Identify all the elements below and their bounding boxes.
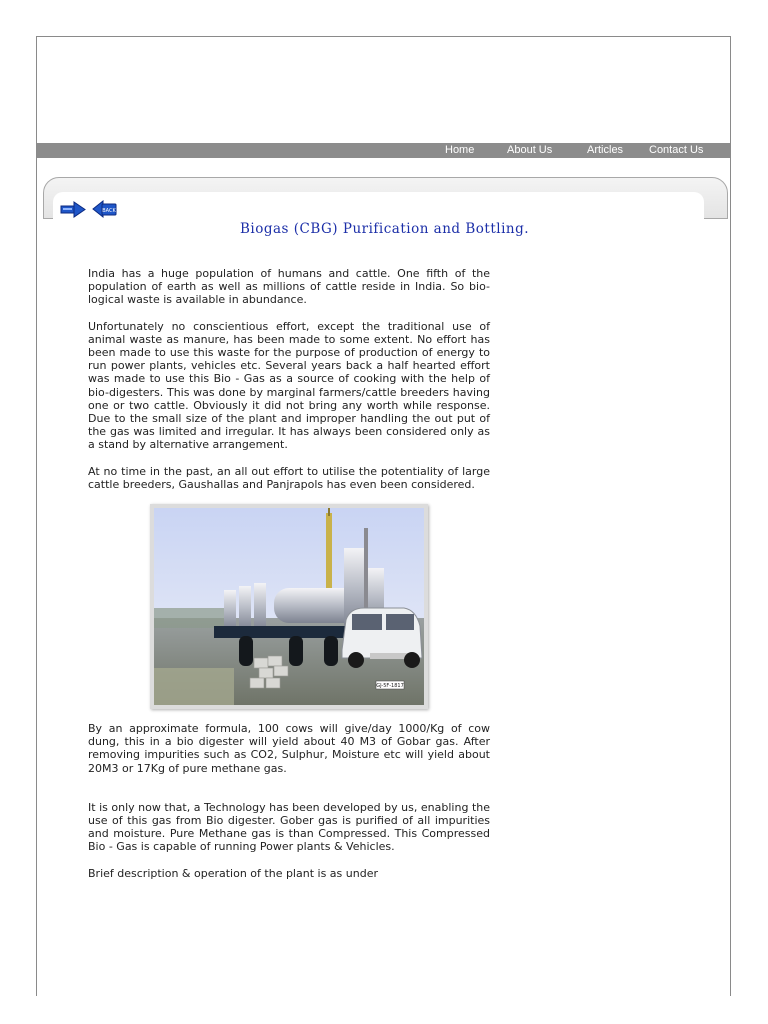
nav-contact-link[interactable]: Contact Us (649, 144, 704, 156)
paragraph: India has a huge population of humans and cattle. One fifth of the population of earth as well as millions of cattle reside in India. So bio-logical waste is available in abundance. (88, 267, 490, 307)
paragraph: By an approximate formula, 100 cows will give/day 1000/Kg of cow dung, this in a bio digester will yield about 40 M3 of Gobar gas. After removing impurities such as CO2, Sulphur, Moisture etc will yield about 20M3 or 17Kg of pure methane gas. (88, 722, 490, 775)
paragraph: It is only now that, a Technology has been developed by us, enabling the use of this gas from Bio digester. Gober gas is purified of all impurities and moisture. Pure Methane gas is than Compressed. This Compressed Bio - Gas is capable of running Power plants & Vehicles. (88, 800, 490, 854)
biogas-plant-photo (150, 504, 428, 709)
paragraph: At no time in the past, an all out effort to utilise the potentiality of large cattle breeders, Gaushallas and Panjrapols has even been considered. (88, 464, 490, 491)
forward-arrow-icon[interactable] (59, 199, 87, 219)
nav-home-link[interactable]: Home (445, 144, 475, 156)
page-title: Biogas (CBG) Purification and Bottling. (239, 221, 530, 237)
content-header-inner (53, 192, 704, 222)
nav-about-link[interactable]: About Us (507, 144, 553, 156)
nav-articles-link[interactable]: Articles (587, 144, 624, 156)
back-arrow-icon[interactable] (92, 199, 118, 219)
page-frame (36, 36, 731, 996)
biogas-plant-image (154, 508, 424, 705)
number-plate: GJ-5F-1817 (376, 683, 404, 690)
top-nav-bar (37, 143, 730, 158)
back-arrow-label: BACK (102, 208, 116, 214)
article-body (88, 267, 490, 893)
paragraph: Brief description & operation of the plant is as under (88, 866, 378, 880)
paragraph: Unfortunately no conscientious effort, except the traditional use of animal waste as manure, has been made to some extent. No effort has been made to use this waste for the purpose of production of energy to run power plants, vehicles etc. Several years back a half hearted effort was made to use this Bio - Gas as a source of cooking with the help of bio-digesters. This was done by marginal farmers/cattle breeders having one or two cattle. Obviously it did not bring any worth while response. Due to the small size of the plant and improper handling the out put of the gas was limited and irregular. It has always been considered only as a stand by alternative arrangement. (88, 319, 490, 452)
